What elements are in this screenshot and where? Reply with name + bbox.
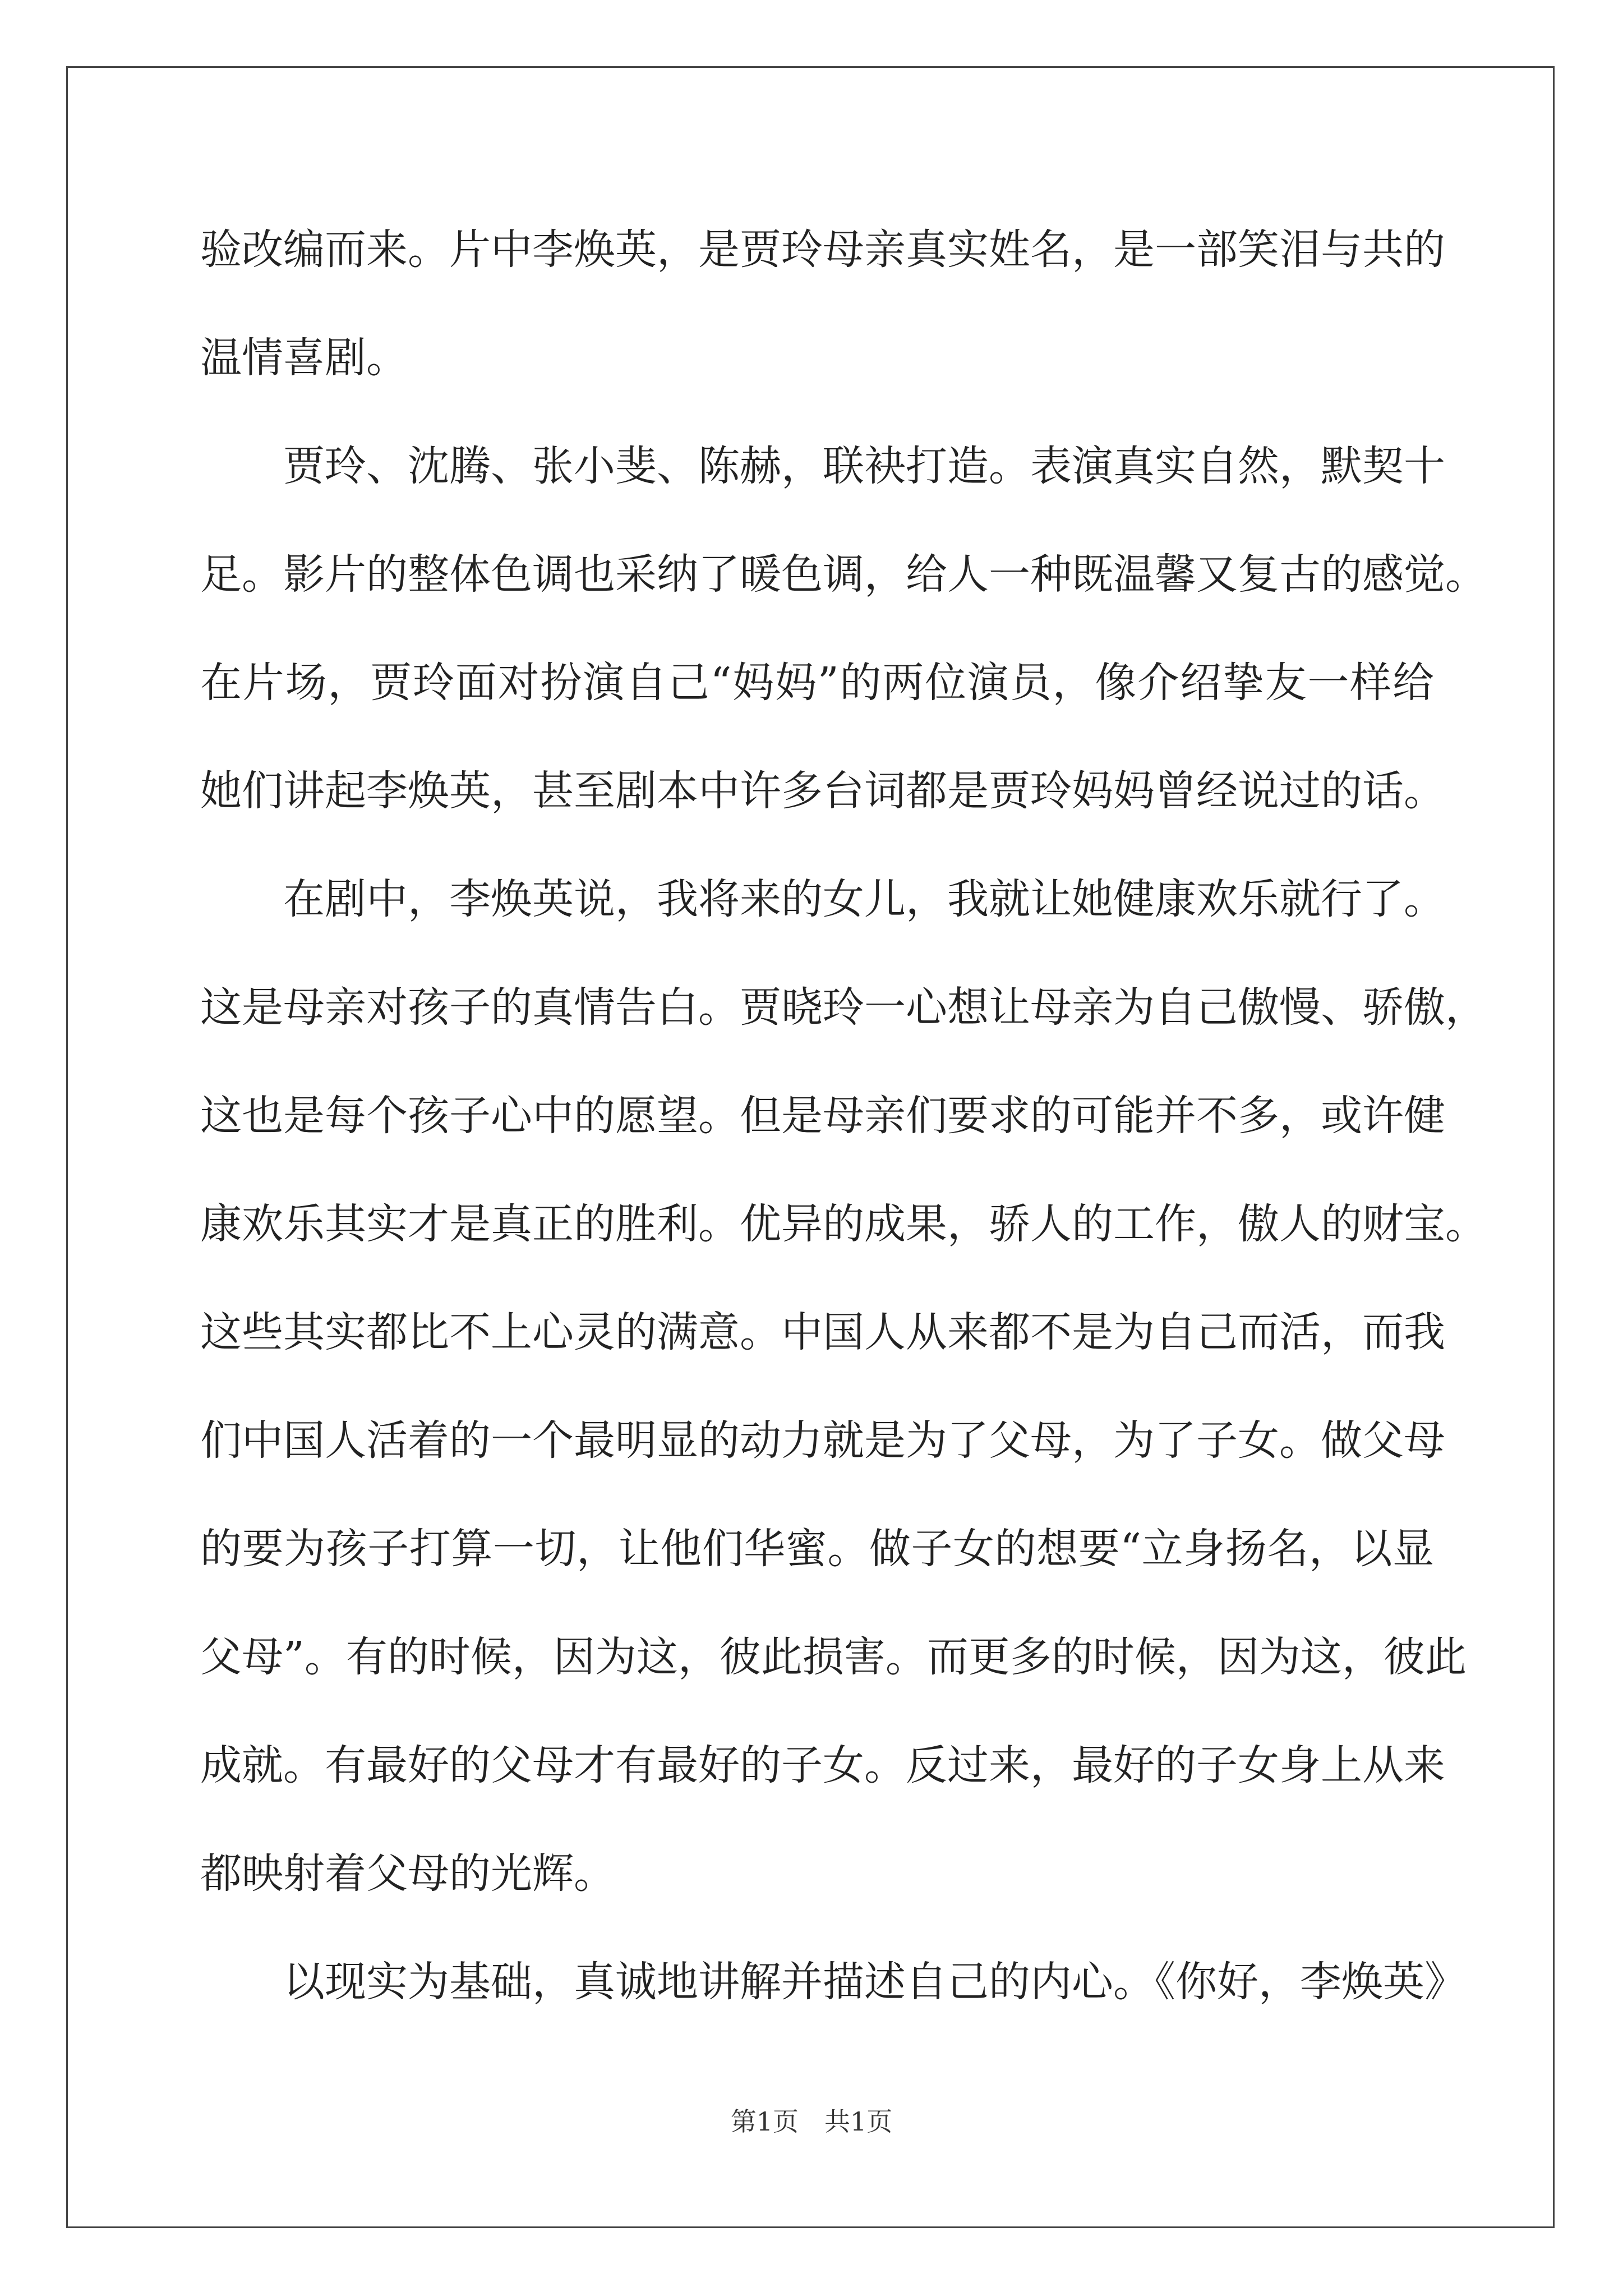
- text-line: 这些其实都比不上心灵的满意。中国人从来都不是为自己而活，而我: [200, 1308, 1445, 1356]
- text-line: 贾玲、沈腾、张小斐、陈赫，联袂打造。表演真实自然，默契十: [283, 442, 1445, 490]
- text-line: 父母”。有的时候，因为这，彼此损害。而更多的时候，因为这，彼此: [200, 1633, 1467, 1681]
- text-line: 成就。有最好的父母才有最好的子女。反过来，最好的子女身上从来: [200, 1741, 1445, 1789]
- text-line: 足。影片的整体色调也采纳了暖色调，给人一种既温馨又复古的感觉。: [200, 550, 1487, 599]
- text-line: 康欢乐其实才是真正的胜利。优异的成果，骄人的工作，傲人的财宝。: [200, 1200, 1487, 1248]
- text-line: 在片场，贾玲面对扮演自己“妈妈”的两位演员，像介绍挚友一样给: [200, 659, 1434, 707]
- text-line: 这是母亲对孩子的真情告白。贾晓玲一心想让母亲为自己傲慢、骄傲，: [200, 983, 1487, 1032]
- page-number-footer: 第1页 共1页: [730, 2106, 893, 2137]
- text-line: 这也是每个孩子心中的愿望。但是母亲们要求的可能并不多，或许健: [200, 1092, 1445, 1140]
- text-line: 的要为孩子打算一切，让他们华蜜。做子女的想要“立身扬名，以显: [200, 1525, 1434, 1573]
- text-line: 温情喜剧。: [200, 334, 408, 382]
- text-line: 都映射着父母的光辉。: [200, 1849, 615, 1898]
- text-line: 在剧中，李焕英说，我将来的女儿，我就让她健康欢乐就行了。: [283, 875, 1445, 923]
- text-line: 以现实为基础，真诚地讲解并描述自己的内心。《你好，李焕英》: [283, 1958, 1466, 2006]
- document-body: [200, 208, 1487, 2048]
- text-line: 们中国人活着的一个最明显的动力就是为了父母，为了子女。做父母: [200, 1416, 1445, 1465]
- text-line: 她们讲起李焕英，甚至剧本中许多台词都是贾玲妈妈曾经说过的话。: [200, 767, 1445, 815]
- text-line: 验改编而来。片中李焕英，是贾玲母亲真实姓名，是一部笑泪与共的: [200, 226, 1445, 274]
